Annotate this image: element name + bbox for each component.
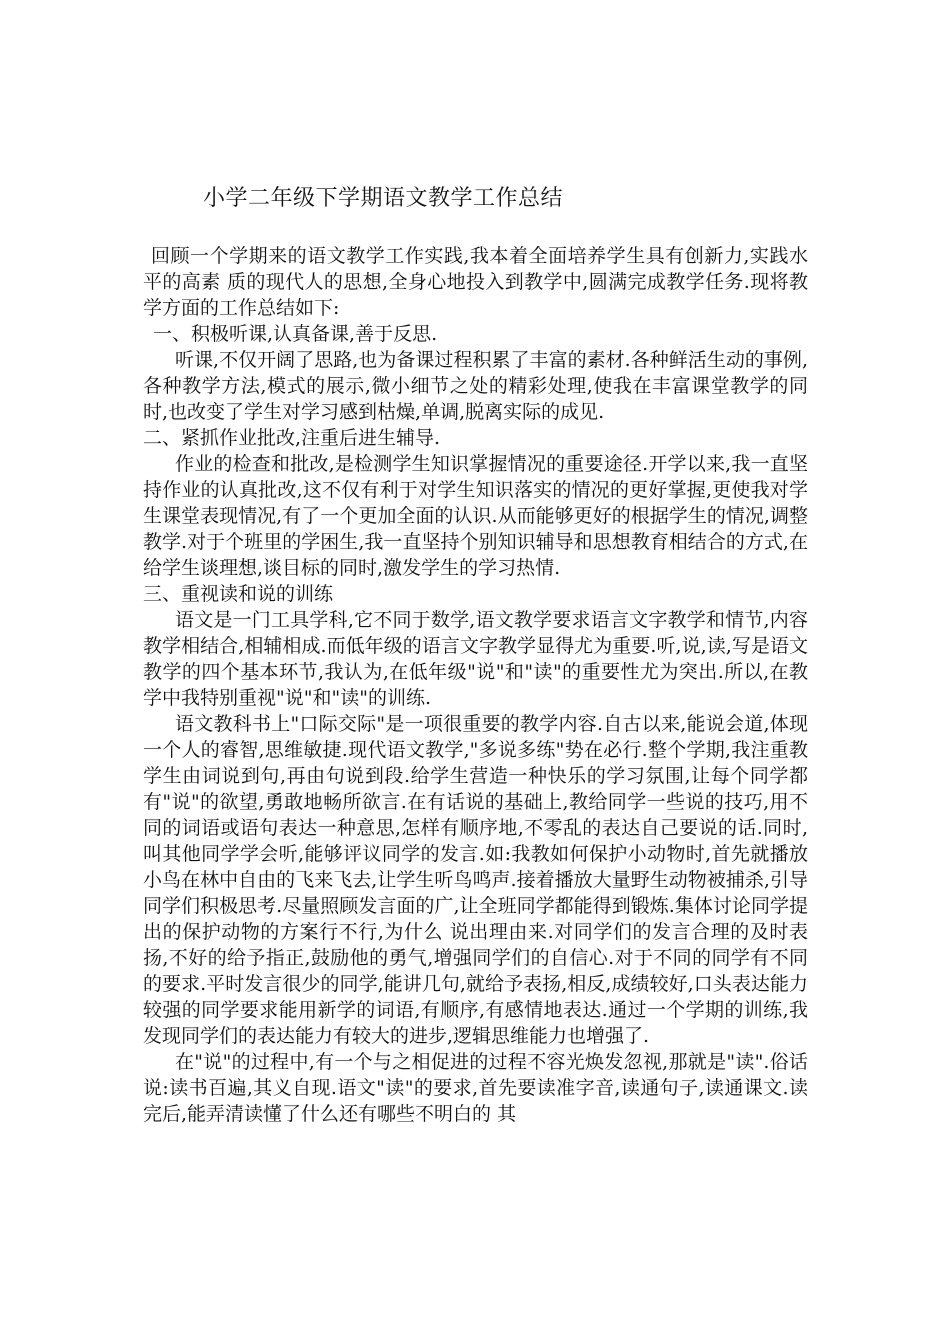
- document-title: 小学二年级下学期语文教学工作总结: [203, 186, 564, 211]
- section-heading-3: 三、重视读和说的训练: [143, 583, 334, 605]
- paragraph-homework: 作业的检查和批改,是检测学生知识掌握情况的重要途径.开学以来,我一直坚持作业的认真批改,这不仅有利于对学生知识落实的情况的更好掌握,更使我对学生课堂表现情况,有了一个更加全面的认识.从而能够更好的根据学生的情况,调整教学.对于个班里的学困生,我一直坚持个别知识辅导和思想教育相结合的方式,在给学生谈理想,谈目标的同时,激发学生的学习热情.: [143, 453, 808, 579]
- section-heading-2: 二、紧抓作业批改,注重后进生辅导.: [143, 427, 441, 449]
- intro-paragraph: 回顾一个学期来的语文教学工作实践,我本着全面培养学生具有创新力,实践水平的高素 质的现代人的思想,全身心地投入到教学中,圆满完成教学任务.现将教学方面的工作总结如下:: [143, 245, 808, 319]
- paragraph-oral-communication: 语文教科书上"口际交际"是一项很重要的教学内容.自古以来,能说会道,体现一个人的睿智,思维敏捷.现代语文教学,"多说多练"势在必行.整个学期,我注重教学生由词说到句,再由句说到段.给学生营造一种快乐的学习氛围,让每个同学都有"说"的欲望,勇敢地畅所欲言.在有话说的基础上,教给同学一些说的技巧,用不同的词语或语句表达一种意思,怎样有顺序地,不零乱的表达自己要说的话.同时,叫其他同学学会听,能够评议同学的发言.如:我教如何保护小动物时,首先就播放小鸟在林中自由的飞来飞去,让学生听鸟鸣声.接着播放大量野生动物被捕杀,引导同学们积极思考.尽量照顾发言面的广,让全班同学都能得到锻炼.集体讨论同学提出的保护动物的方案行不行,为什么 说出理由来.对同学们的发言合理的及时表扬,不好的给予指正,鼓励他的勇气,增强同学们的自信心.对于不同的同学有不同的要求.平时发言很少的同学,能讲几句,就给予表扬,相反,成绩较好,口头表达能力较强的同学要求能用新学的词语,有顺序,有感情地表达.通过一个学期的训练,我发现同学们的表达能力有较大的进步,逻辑思维能力也增强了.: [143, 713, 808, 1047]
- paragraph-listening: 听课,不仅开阔了思路,也为备课过程积累了丰富的素材.各种鲜活生动的事例,各种教学方法,模式的展示,微小细节之处的精彩处理,使我在丰富课堂教学的同时,也改变了学生对学习感到枯燥,单调,脱离实际的成见.: [143, 349, 808, 423]
- document-body: [143, 243, 808, 1127]
- section-heading-1: 一、积极听课,认真备课,善于反思.: [153, 323, 438, 345]
- paragraph-chinese-subject: 语文是一门工具学科,它不同于数学,语文教学要求语言文字教学和情节,内容教学相结合,相辅相成.而低年级的语言文字教学显得尤为重要.听,说,读,写是语文教学的四个基本环节,我认为,在低年级"说"和"读"的重要性尤为突出.所以,在教学中我特别重视"说"和"读"的训练.: [143, 609, 808, 709]
- paragraph-reading: 在"说"的过程中,有一个与之相促进的过程不容光焕发忽视,那就是"读".俗话说:读书百遍,其义自现.语文"读"的要求,首先要读准字音,读通句子,读通课文.读完后,能弄清读懂了什么还有哪些不明白的 其: [143, 1051, 808, 1125]
